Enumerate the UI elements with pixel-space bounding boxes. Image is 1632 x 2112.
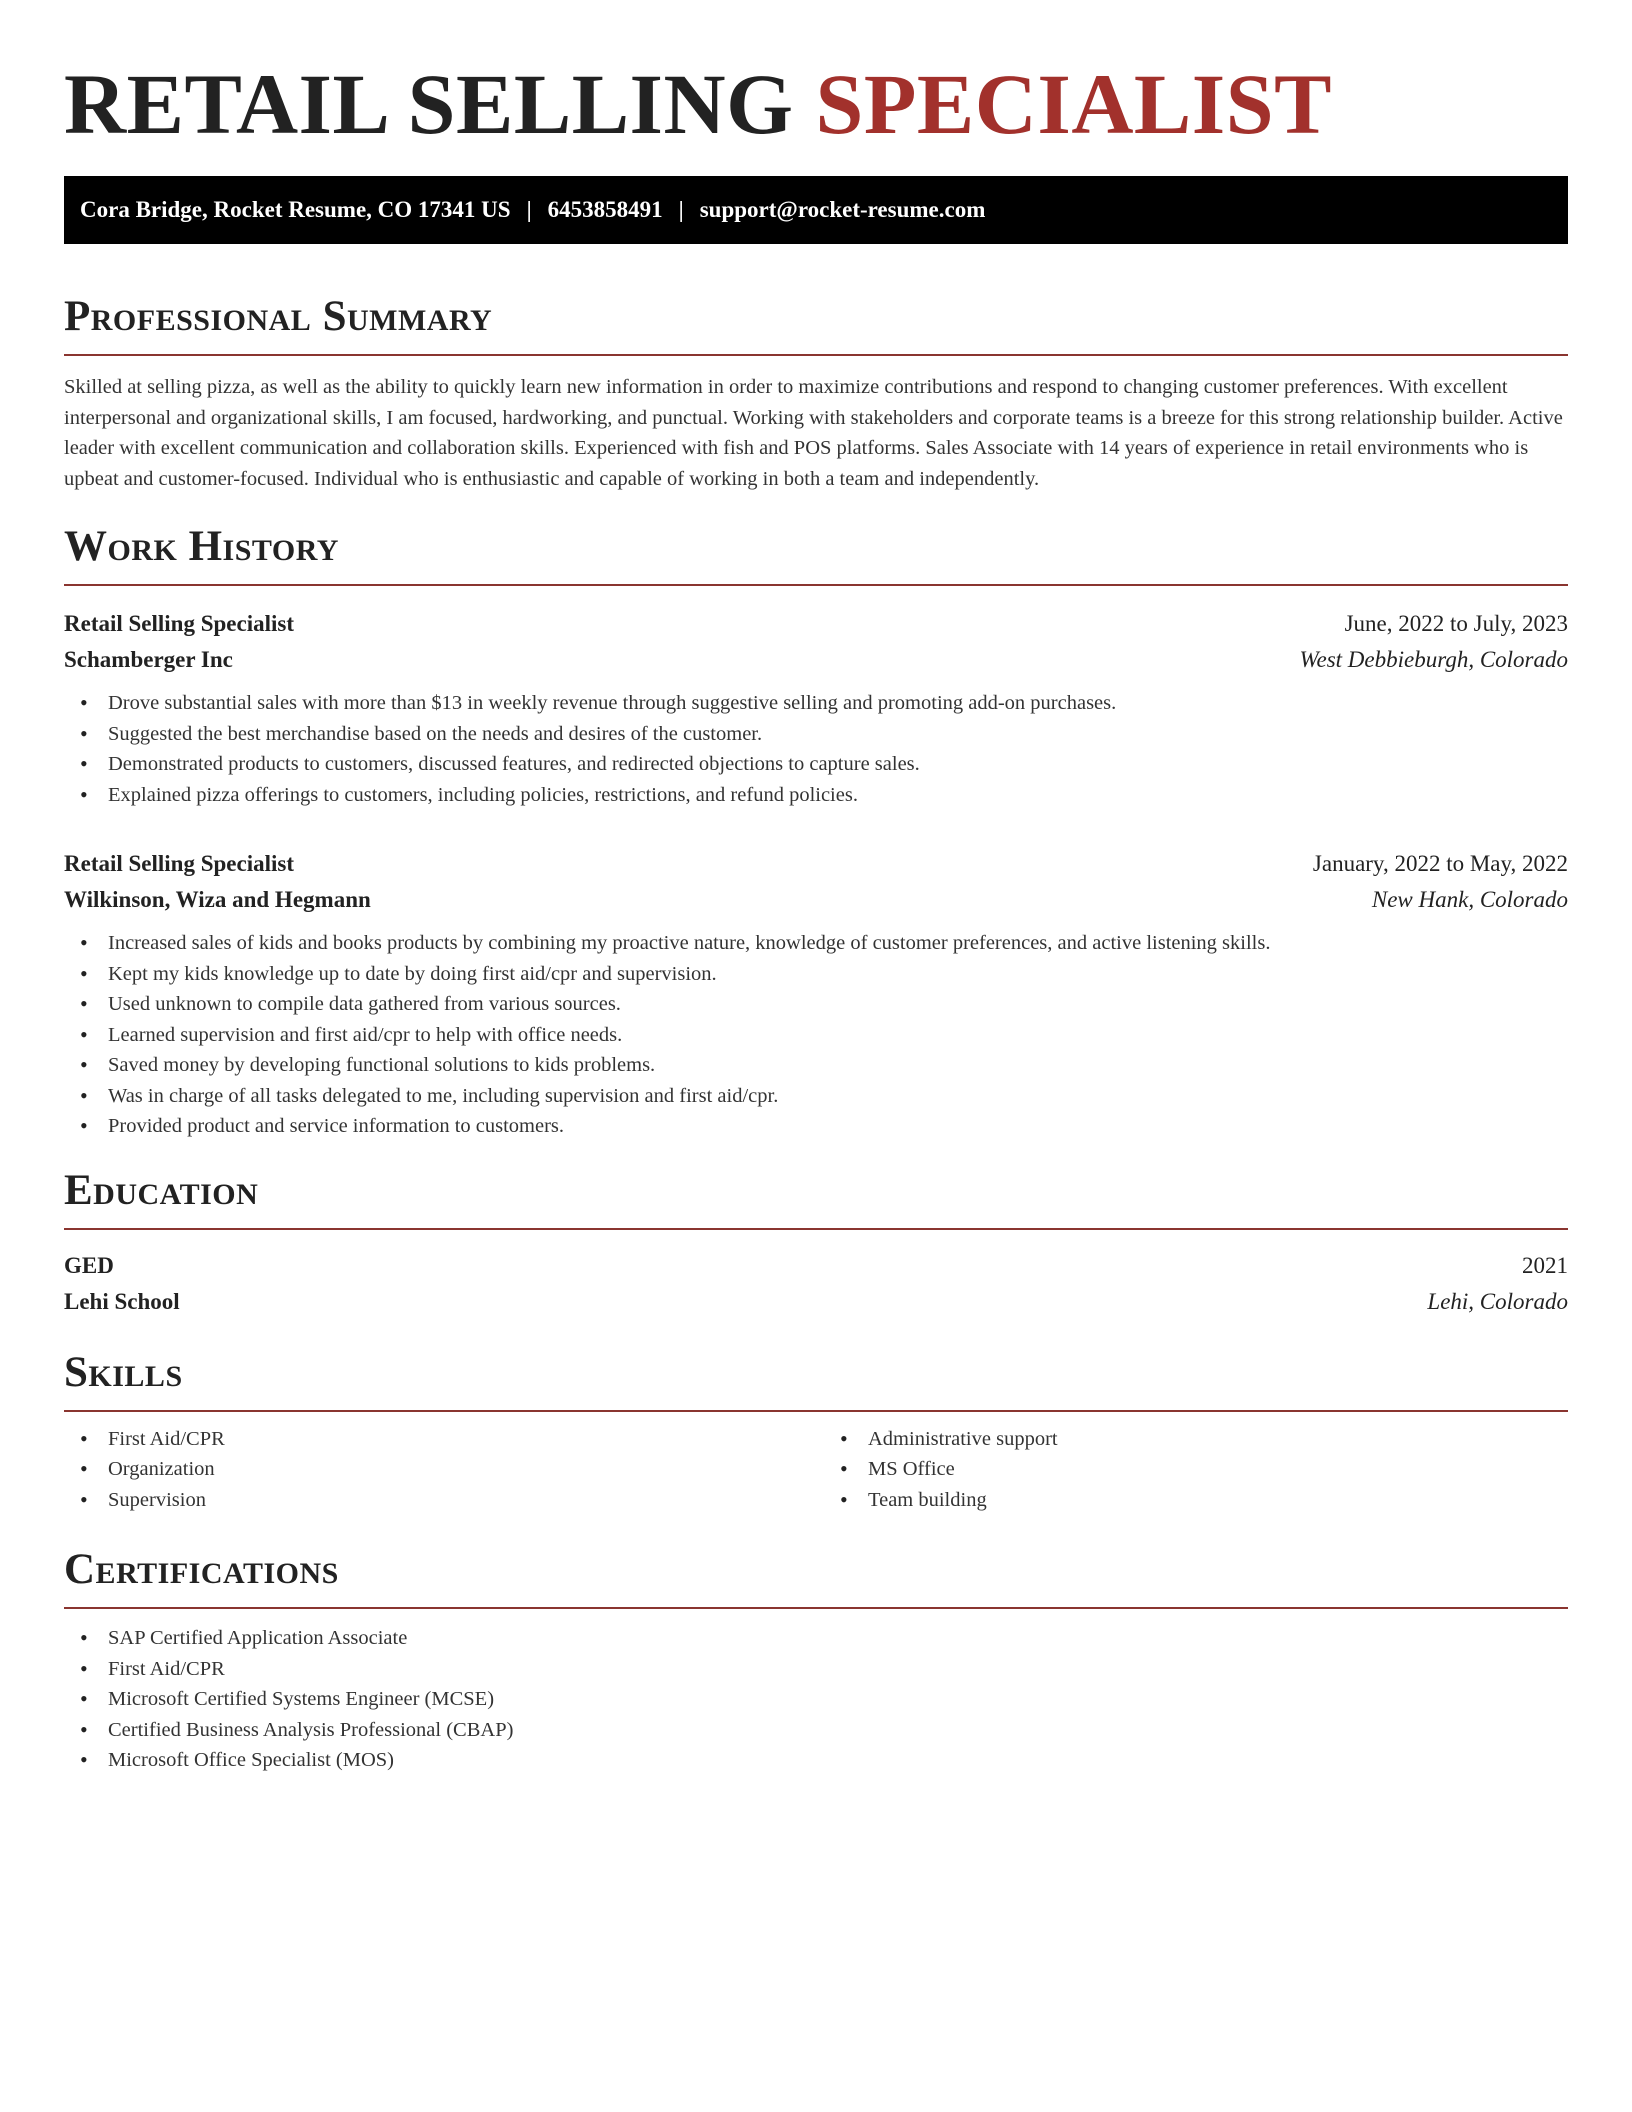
contact-phone: 6453858491 bbox=[547, 197, 663, 222]
job-bullet: • Increased sales of kids and books products by combining my proactive nature, knowledge of customer preferences, and active listening skills. bbox=[80, 928, 1568, 959]
job-dates: January, 2022 to May, 2022 bbox=[1312, 851, 1568, 876]
job-location: New Hank, Colorado bbox=[1371, 887, 1568, 912]
job-title: Retail Selling Specialist bbox=[64, 611, 294, 636]
summary-heading: Professional Summary bbox=[64, 293, 493, 340]
job-bullet: • Provided product and service information to customers. bbox=[80, 1111, 1568, 1142]
job-title-row bbox=[64, 606, 1568, 642]
title-main: RETAIL SELLING bbox=[64, 56, 794, 152]
education-entry bbox=[64, 1248, 1568, 1320]
job-bullet: • Saved money by developing functional solutions to kids problems. bbox=[80, 1050, 1568, 1081]
job-bullet: • Demonstrated products to customers, discussed features, and redirected objections to capture sales. bbox=[80, 749, 1568, 780]
job-title: Retail Selling Specialist bbox=[64, 851, 294, 876]
education-school-row bbox=[64, 1284, 1568, 1320]
contact-bar bbox=[64, 176, 1568, 244]
job-company: Wilkinson, Wiza and Hegmann bbox=[64, 887, 371, 912]
certifications-heading: Certifications bbox=[64, 1546, 339, 1593]
skills-grid bbox=[64, 1424, 1568, 1516]
certifications-list bbox=[64, 1623, 1568, 1776]
job-entry bbox=[64, 846, 1568, 1142]
work-history-section bbox=[64, 522, 1568, 1142]
skill-item: • Team building bbox=[840, 1485, 1568, 1516]
summary-text: Skilled at selling pizza, as well as the ability to quickly learn new information in order to maximize contributions and respond to changing customer preferences. With excellent interpersonal and organizational skills, I am focused, hardworking, and punctual. Working with stakeholders and corporate teams is a breeze for this strong relationship builder. Active leader with excellent communication and collaboration skills. Experienced with fish and POS platforms. Sales Associate with 14 years of experience in retail environments who is upbeat and customer-focused. Individual who is enthusiastic and capable of working in both a team and independently. bbox=[64, 376, 1563, 490]
job-company-row bbox=[64, 642, 1568, 678]
section-divider bbox=[64, 1410, 1568, 1412]
education-location: Lehi, Colorado bbox=[1427, 1288, 1568, 1314]
certification-item: • SAP Certified Application Associate bbox=[80, 1623, 1568, 1654]
job-bullet: • Explained pizza offerings to customers, including policies, restrictions, and refund policies. bbox=[80, 780, 1568, 811]
job-bullet: • Drove substantial sales with more than $13 in weekly revenue through suggestive selling and promoting add-on purchases. bbox=[80, 688, 1568, 719]
job-bullet: • Used unknown to compile data gathered from various sources. bbox=[80, 989, 1568, 1020]
certifications-section bbox=[64, 1545, 1568, 1776]
certification-item: • Microsoft Certified Systems Engineer (MCSE) bbox=[80, 1684, 1568, 1715]
education-school: Lehi School bbox=[64, 1288, 180, 1314]
skills-heading: Skills bbox=[64, 1348, 183, 1396]
skill-item: • Organization bbox=[80, 1454, 816, 1485]
section-divider bbox=[64, 584, 1568, 586]
education-degree-row bbox=[64, 1248, 1568, 1284]
education-year: 2021 bbox=[1522, 1252, 1568, 1278]
skills-column-right bbox=[816, 1424, 1568, 1516]
contact-separator: | bbox=[526, 197, 532, 222]
certification-item: • First Aid/CPR bbox=[80, 1654, 1568, 1685]
job-bullet: • Learned supervision and first aid/cpr to help with office needs. bbox=[80, 1020, 1568, 1051]
job-bullet: • Suggested the best merchandise based on the needs and desires of the customer. bbox=[80, 719, 1568, 750]
job-company-row bbox=[64, 882, 1568, 918]
education-section bbox=[64, 1166, 1568, 1320]
skills-column-left bbox=[64, 1424, 816, 1516]
certification-item: • Certified Business Analysis Professional (CBAP) bbox=[80, 1715, 1568, 1746]
job-location: West Debbieburgh, Colorado bbox=[1299, 647, 1568, 672]
job-bullet: • Kept my kids knowledge up to date by doing first aid/cpr and supervision. bbox=[80, 959, 1568, 990]
skill-item: • MS Office bbox=[840, 1454, 1568, 1485]
job-title-row bbox=[64, 846, 1568, 882]
education-degree: GED bbox=[64, 1252, 114, 1278]
resume-title bbox=[64, 0, 1568, 154]
summary-section bbox=[64, 292, 1568, 494]
contact-address: Cora Bridge, Rocket Resume, CO 17341 US bbox=[80, 197, 511, 222]
work-history-heading: Work History bbox=[64, 523, 339, 570]
job-bullet: • Was in charge of all tasks delegated to me, including supervision and first aid/cpr. bbox=[80, 1081, 1568, 1112]
skills-section bbox=[64, 1348, 1568, 1516]
contact-email: support@rocket-resume.com bbox=[699, 197, 986, 222]
job-bullets bbox=[64, 928, 1568, 1142]
contact-separator: | bbox=[678, 197, 684, 222]
section-divider bbox=[64, 354, 1568, 356]
skill-item: • Administrative support bbox=[840, 1424, 1568, 1455]
job-dates: June, 2022 to July, 2023 bbox=[1344, 611, 1568, 636]
job-entry bbox=[64, 606, 1568, 810]
certification-item: • Microsoft Office Specialist (MOS) bbox=[80, 1745, 1568, 1776]
section-divider bbox=[64, 1607, 1568, 1609]
section-divider bbox=[64, 1228, 1568, 1230]
job-bullets bbox=[64, 688, 1568, 810]
title-accent: SPECIALIST bbox=[815, 56, 1332, 152]
skill-item: • Supervision bbox=[80, 1485, 816, 1516]
skill-item: • First Aid/CPR bbox=[80, 1424, 816, 1455]
job-company: Schamberger Inc bbox=[64, 647, 233, 672]
education-heading: Education bbox=[64, 1166, 259, 1214]
